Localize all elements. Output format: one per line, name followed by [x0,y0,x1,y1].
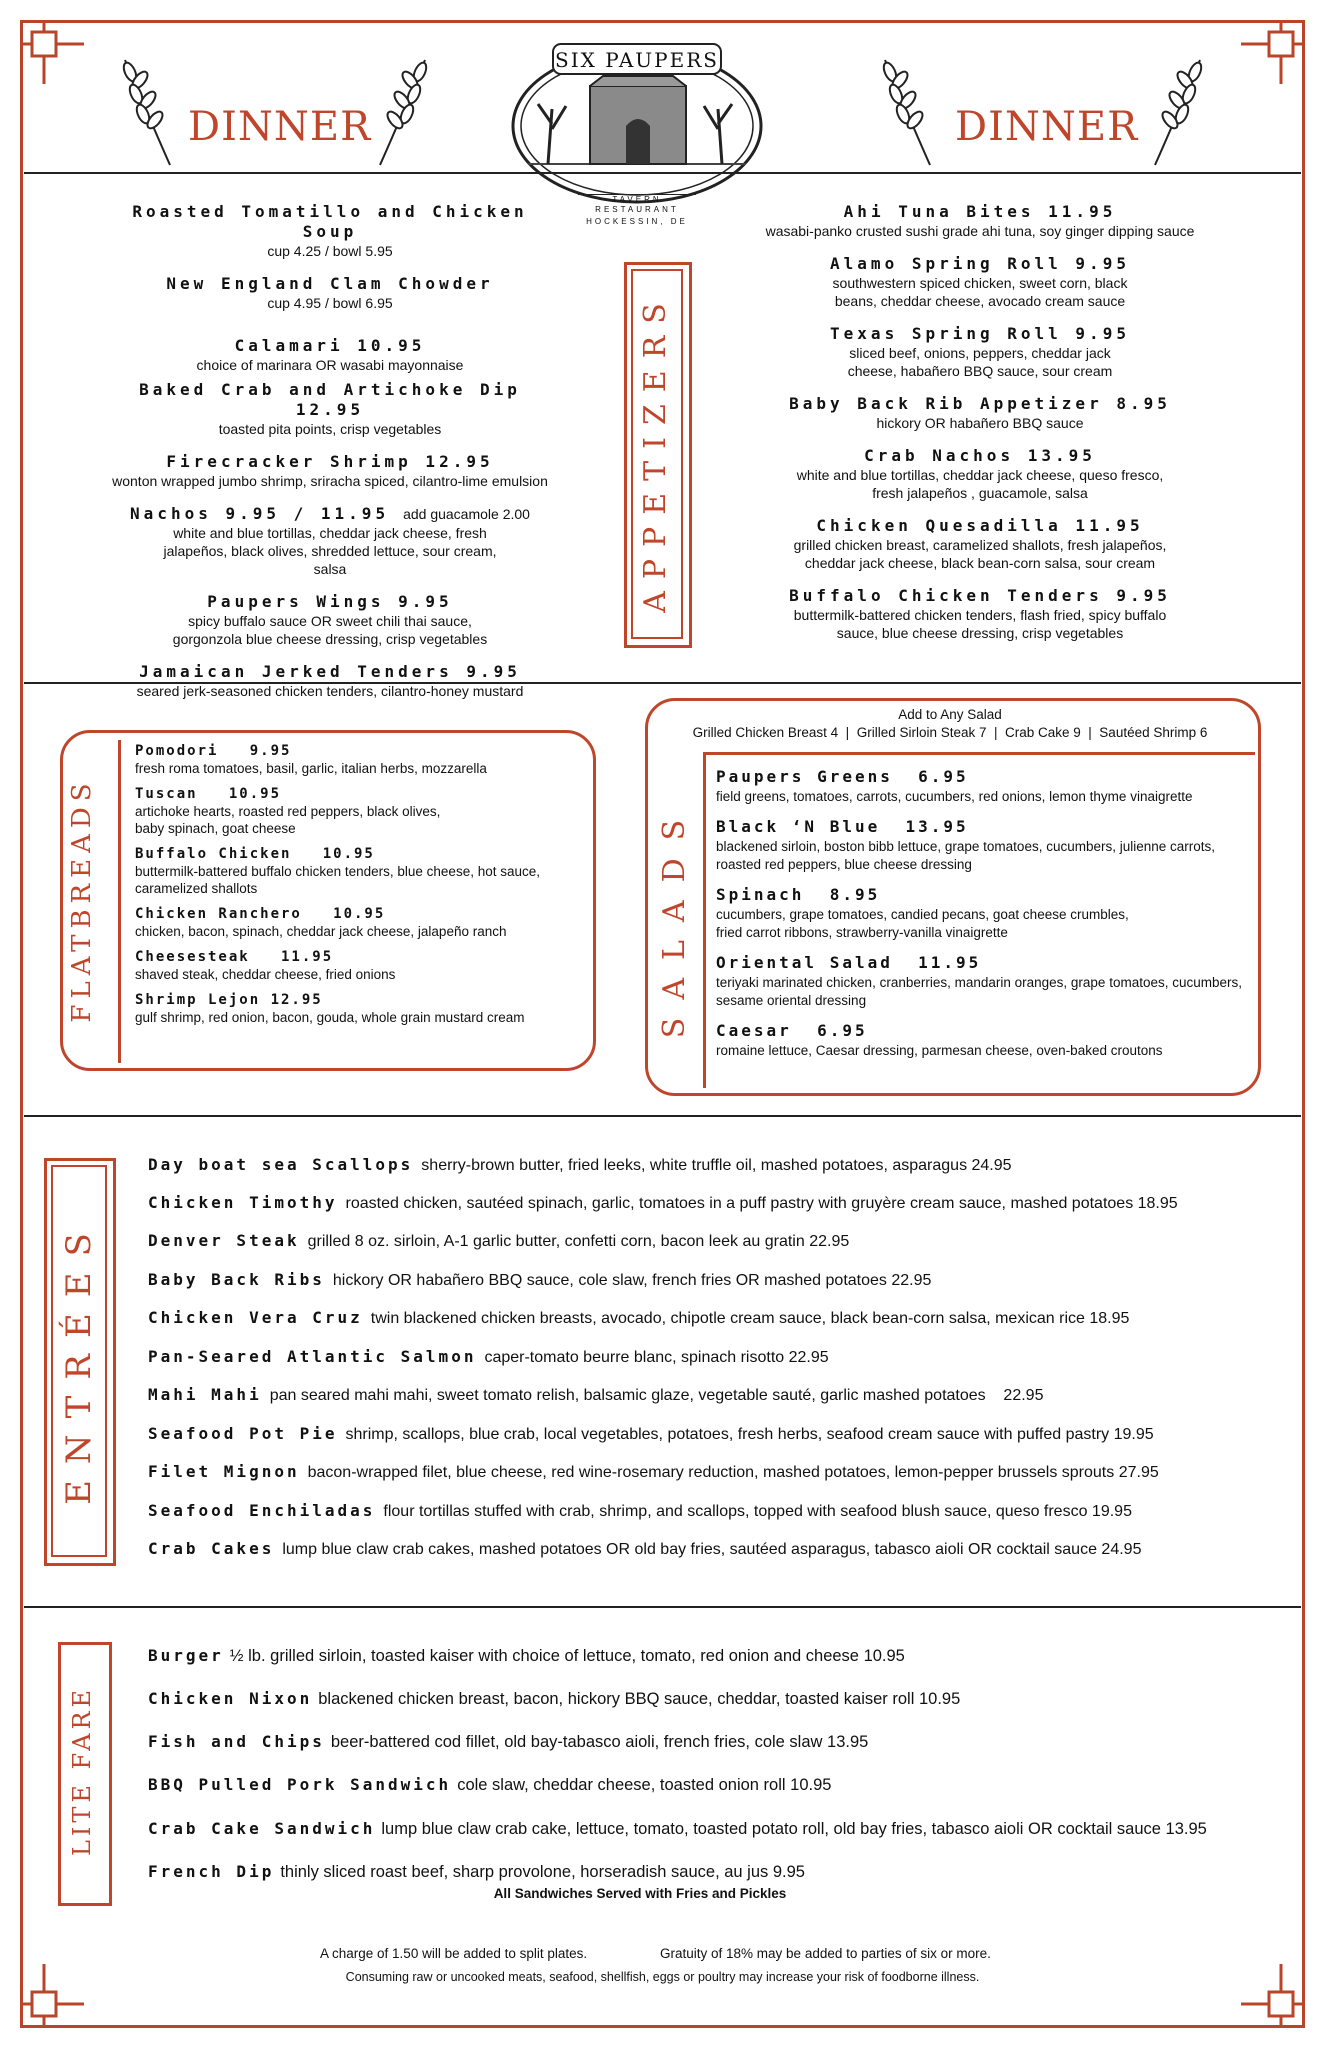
frame-bottom [20,2025,1305,2028]
lite-fare-heading: LITE FARE [68,1685,96,1857]
menu-item: Burger ½ lb. grilled sirloin, toasted kaiser with choice of lettuce, tomato, red onion and cheese 10.95 [148,1646,905,1665]
salad-addon-title: Add to Any Salad [898,707,1002,722]
menu-item: Nachos 9.95 / 11.95 add guacamole 2.00 white and blue tortillas, cheddar jack cheese, fresh jalapeños, black olives, shredded lettuce, sour cream, salsa [130,504,530,577]
gratuity-note: Gratuity of 18% may be added to parties of six or more. [660,1946,991,1961]
logo-location: HOCKESSIN, DE [586,217,688,226]
flatbreads-list [135,742,575,1034]
menu-item: Crab Cake Sandwich lump blue claw crab cake, lettuce, tomato, toasted potato roll, old bay fries, tabasco aioli OR cocktail sauce 13.95 [148,1819,1207,1838]
wheat-icon [860,50,950,170]
section-divider [24,1606,1301,1608]
menu-item: Cheesesteak 11.95 shaved steak, cheddar cheese, fried onions [135,949,396,982]
menu-item: Buffalo Chicken Tenders 9.95 buttermilk-battered chicken tenders, flash fried, spicy buffalo sauce, blue cheese dressing, crisp vegetables [789,586,1171,641]
menu-item: Baby Back Rib Appetizer 8.95 hickory OR habañero BBQ sauce [789,394,1171,431]
menu-item: Crab Nachos 13.95 white and blue tortillas, cheddar jack cheese, queso fresco, fresh jalapeños , guacamole, salsa [796,446,1164,501]
menu-item: Crab Cakes lump blue claw crab cakes, mashed potatoes OR old bay fries, sautéed asparagus, tabasco aioli OR cocktail sauce 24.95 [148,1539,1142,1558]
dinner-title-right: DINNER [955,104,1139,150]
menu-item: Baked Crab and Artichoke Dip 12.95 toasted pita points, crisp vegetables [139,380,521,437]
menu-item: Paupers Greens 6.95 field greens, tomatoes, carrots, cucumbers, red onions, lemon thyme vinaigrette [716,767,1193,804]
menu-item: Caesar 6.95 romaine lettuce, Caesar dressing, parmesan cheese, oven-baked croutons [716,1021,1163,1058]
corner-ornament-icon [1241,1964,1305,2028]
menu-item: Mahi Mahi pan seared mahi mahi, sweet tomato relish, balsamic glaze, vegetable sauté, garlic mashed potatoes 22.95 [148,1385,1044,1404]
appetizers-right-column [760,202,1200,656]
section-divider [24,1115,1301,1117]
menu-item: Chicken Ranchero 10.95 chicken, bacon, spinach, cheddar jack cheese, jalapeño ranch [135,906,507,939]
appetizers-heading: APPETIZERS [638,291,673,613]
menu-item: Oriental Salad 11.95 teriyaki marinated chicken, cranberries, mandarin oranges, grape tomatoes, cucumbers, sesame oriental dressing [716,953,1242,1008]
menu-item: Chicken Nixon blackened chicken breast, bacon, hickory BBQ sauce, cheddar, toasted kaiser roll 10.95 [148,1689,961,1708]
frame-left [20,20,23,2028]
logo-name: SIX PAUPERS [555,48,719,72]
wheat-icon [100,50,190,170]
menu-item: Pomodori 9.95 fresh roma tomatoes, basil, garlic, italian herbs, mozzarella [135,743,487,776]
section-divider [24,172,1301,174]
menu-item: Chicken Vera Cruz twin blackened chicken breasts, avocado, chipotle cream sauce, black bean-corn salsa, mexican rice 18.95 [148,1308,1130,1327]
logo-restaurant: RESTAURANT [595,205,679,214]
menu-item: BBQ Pulled Pork Sandwich cole slaw, cheddar cheese, toasted onion roll 10.95 [148,1775,832,1794]
wheat-icon [360,50,450,170]
corner-ornament-icon [20,20,84,84]
menu-item: Pan-Seared Atlantic Salmon caper-tomato beurre blanc, spinach risotto 22.95 [148,1347,829,1366]
menu-item: Shrimp Lejon 12.95 gulf shrimp, red onion, bacon, gouda, whole grain mustard cream [135,992,525,1025]
menu-item: Black ‘N Blue 13.95 blackened sirloin, boston bibb lettuce, grape tomatoes, cucumbers, julienne carrots, roasted red peppers, blue cheese dressing [716,817,1216,872]
split-plate-note: A charge of 1.50 will be added to split plates. [320,1946,588,1961]
frame-right [1302,20,1305,2028]
menu-item: Texas Spring Roll 9.95 sliced beef, onions, peppers, cheddar jack cheese, habañero BBQ sauce, sour cream [830,324,1130,379]
corner-ornament-icon [1241,20,1305,84]
entrees-heading: ENTRÉES [59,1217,99,1505]
menu-item: Chicken Timothy roasted chicken, sautéed spinach, garlic, tomatoes in a puff pastry with gruyère cream sauce, mashed potatoes 18.95 [148,1193,1178,1212]
menu-item: Jamaican Jerked Tenders 9.95 seared jerk-seasoned chicken tenders, cilantro-honey mustard [136,662,524,699]
flatbreads-heading: FLATBREADS [67,777,97,1023]
menu-item: Paupers Wings 9.95 spicy buffalo sauce OR sweet chili thai sauce, gorgonzola blue cheese dressing, crisp vegetables [172,592,488,647]
menu-item: Tuscan 10.95 artichoke hearts, roasted red peppers, black olives, baby spinach, goat cheese [135,786,441,836]
menu-item: Seafood Pot Pie shrimp, scallops, blue crab, local vegetables, potatoes, fresh herbs, seafood cream sauce with puffed pastry 19.95 [148,1424,1154,1443]
sandwich-note: All Sandwiches Served with Fries and Pickles [493,1886,787,1901]
logo-tavern: TAVERN [578,194,696,204]
frame-top [20,20,1305,23]
flatbreads-divider [118,740,121,1063]
menu-item: Denver Steak grilled 8 oz. sirloin, A-1 garlic butter, confetti corn, bacon leek au gratin 22.95 [148,1231,850,1250]
corner-ornament-icon [20,1964,84,2028]
menu-item: French Dip thinly sliced roast beef, sharp provolone, horseradish sauce, au jus 9.95 [148,1862,805,1881]
menu-item: Alamo Spring Roll 9.95 southwestern spiced chicken, sweet corn, black beans, cheddar cheese, avocado cream sauce [830,254,1130,309]
salads-heading: SALADS [657,801,692,1039]
food-safety-warning: Consuming raw or uncooked meats, seafood, shellfish, eggs or poultry may increase your risk of foodborne illness. [345,1970,980,1984]
menu-item: New England Clam Chowder cup 4.95 / bowl 6.95 [166,274,494,311]
menu-item: Calamari 10.95 choice of marinara OR wasabi mayonnaise [196,336,464,373]
salads-divider [703,752,706,1088]
menu-item: Chicken Quesadilla 11.95 grilled chicken breast, caramelized shallots, fresh jalapeños, cheddar jack cheese, black bean-corn salsa, sour cream [793,516,1167,571]
menu-item: Day boat sea Scallops sherry-brown butter, fried leeks, white truffle oil, mashed potatoes, asparagus 24.95 [148,1155,1012,1174]
menu-item: Spinach 8.95 cucumbers, grape tomatoes, candied pecans, goat cheese crumbles, fried carrot ribbons, strawberry-vanilla vinaigrette [716,885,1129,940]
menu-item: Seafood Enchiladas flour tortillas stuffed with crab, shrimp, and scallops, topped with seafood blush sauce, queso fresco 19.95 [148,1501,1132,1520]
salads-list [716,766,1246,1070]
wheat-icon [1135,50,1225,170]
menu-item: Firecracker Shrimp 12.95 wonton wrapped jumbo shrimp, sriracha spiced, cilantro-lime emulsion [112,452,548,489]
menu-item: Ahi Tuna Bites 11.95 wasabi-panko crusted sushi grade ahi tuna, soy ginger dipping sauce [765,202,1195,239]
appetizers-left-column [110,202,550,714]
menu-item: Roasted Tomatillo and Chicken Soup cup 4.25 / bowl 5.95 [132,202,528,259]
salads-header-rule [703,752,1255,755]
menu-item: Buffalo Chicken 10.95 buttermilk-battered buffalo chicken tenders, blue cheese, hot sauce, caramelized shallots [135,846,540,896]
menu-item: Filet Mignon bacon-wrapped filet, blue cheese, red wine-rosemary reduction, mashed potatoes, lemon-pepper brussels sprouts 27.95 [148,1462,1159,1481]
menu-item: Baby Back Ribs hickory OR habañero BBQ sauce, cole slaw, french fries OR mashed potatoes 22.95 [148,1270,932,1289]
dinner-title-left: DINNER [188,104,372,150]
salad-addon-items: Grilled Chicken Breast 4 | Grilled Sirloin Steak 7 | Crab Cake 9 | Sautéed Shrimp 6 [692,725,1208,740]
menu-item: Fish and Chips beer-battered cod fillet, old bay-tabasco aioli, french fries, cole slaw 13.95 [148,1732,869,1751]
